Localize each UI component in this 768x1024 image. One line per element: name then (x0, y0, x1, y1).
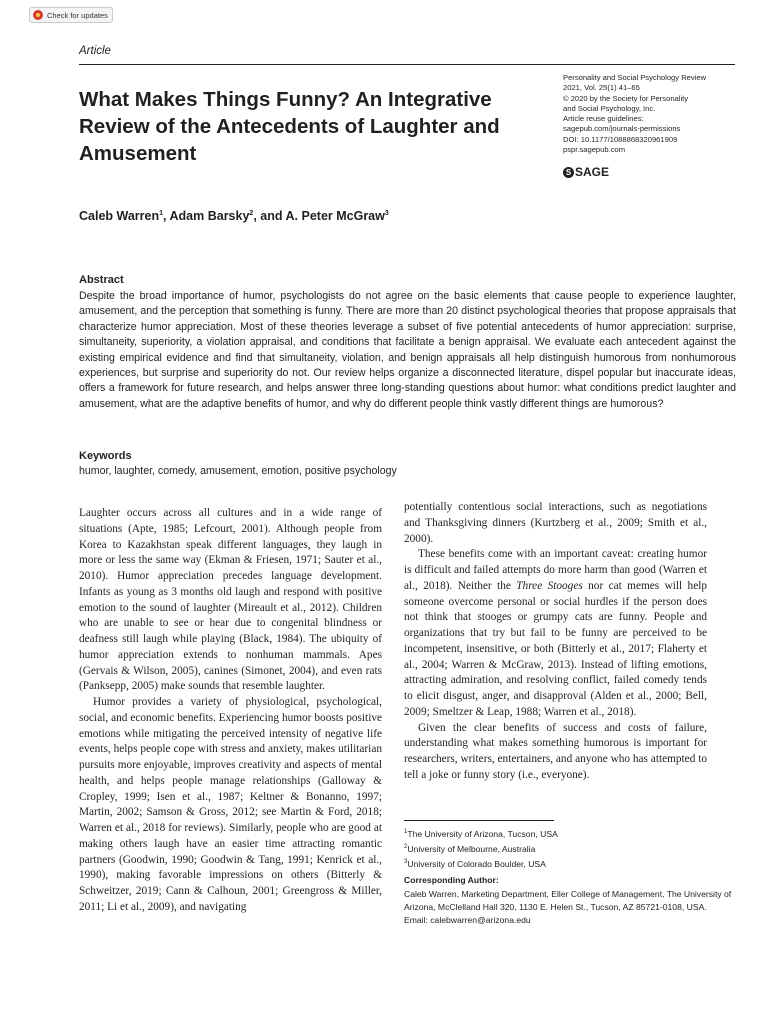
journal-volume: 2021, Vol. 25(1) 41–65 (563, 83, 640, 93)
sage-logo (563, 165, 609, 179)
paper-title: What Makes Things Funny? An Integrative Review of the Antecedents of Laughter and Amusement (79, 88, 500, 165)
body-text-segment: These benefits come with an important caveat: creating humor is difficult and failed attempts do more harm than good (Warren et al., 2018). Neither the (404, 548, 707, 592)
journal-name: Personality and Social Psychology Review (563, 73, 707, 82)
check-for-updates-label: Check for updates (47, 10, 108, 20)
sage-logo-text: SAGE (575, 165, 610, 179)
affiliation-mark: 2 (404, 844, 408, 851)
body-paragraph: Laughter occurs across all cultures and in a wide range of situations (Apte, 1985; Lefcourt, 2001). Although people from Korea to Kazakhstan speak different languages, they laugh in more or less the same way (Ekman & Friesen, 1971; Sauter et al., 2010). Humor appreciation precedes language development. Infants as young as 3 months old laugh and respond with positive emotion to the sound of laughter (Mireault et al., 2012). Children who are unable to see or hear due to congenital blindness or deafness still laugh while playing (Black, 1984). The ubiquity of humor appreciation extends to nonhuman mammals. Apes (Gervais & Wilson, 2005), canines (Simonet, 2004), and even rats (Panksepp, 2005) make sounds that resemble laughter. (79, 507, 382, 693)
author-affiliation-mark: 3 (384, 209, 389, 217)
author-separator: , and (253, 209, 286, 223)
affiliation-text: The University of Arizona, Tucson, USA (407, 828, 558, 839)
affiliation-mark: 3 (404, 859, 408, 866)
body-column-right (404, 500, 707, 784)
body-paragraph: potentially contentious social interactions, such as negotiations and Thanksgiving dinners (Kurtzberg et al., 2009; Smith et al., 2000). (404, 501, 707, 545)
author-affiliation-mark: 1 (159, 209, 164, 217)
sage-s-icon: S (563, 167, 574, 178)
abstract-heading: Abstract (79, 274, 124, 286)
crossmark-icon (33, 10, 43, 20)
footnotes (404, 826, 734, 928)
affiliation-line (404, 826, 734, 841)
keywords-text: humor, laughter, comedy, amusement, emotion, positive psychology (79, 465, 397, 477)
doi-link[interactable]: DOI: 10.1177/1088868320961909 (563, 134, 678, 144)
copyright-line: © 2020 by the Society for Personality (563, 93, 689, 103)
reuse-label: Article reuse guidelines: (563, 114, 644, 124)
journal-url-link[interactable]: pspr.sagepub.com (563, 145, 626, 155)
body-paragraph: Humor provides a variety of physiological, psychological, social, and economic benefits. Experiencing humor boosts positive emotions while mitigating the perceived intensity of negative life events, helps people cope with stress and anxiety, makes utilitarian pursuits more enjoyable, improves creativity and aspects of mental health, and helps people manage relationships (Galloway & Cropley, 1999; Isen et al., 1987; Keltner & Bonanno, 1997; Martin, 2002; Samson & Gross, 2012; see Martin & Ford, 2018; Warren et al., 2018 for reviews). Similarly, people who are good at making others laugh have an easier time attracting romantic partners (Goodwin, 1990; Goodwin & Tang, 1991; Kenrick et al., 1990), making favorable impressions on others (Bitterly & Schweitzer, 2019; Cann & Calhoun, 2001; Greengross & Miller, 2011; Li et al., 2009), and navigating (79, 696, 382, 913)
body-column-left (79, 506, 382, 916)
author-list (79, 209, 389, 223)
affiliation-line (404, 841, 734, 856)
affiliation-text: University of Colorado Boulder, USA (407, 859, 546, 870)
article-type-label: Article (79, 45, 111, 57)
corresponding-author-address: Caleb Warren, Marketing Department, Eller College of Management, The University of Arizona, McClelland Hall 320, 1130 E. Helen St., Tucson, AZ 85721-0108, USA. (404, 888, 732, 913)
body-paragraph: Given the clear benefits of success and costs of failure, understanding what makes something humorous is important for researchers, writers, entertainers, and anyone who has attempted to tell a joke or funny story (i.e., everyone). (404, 721, 707, 781)
check-for-updates-badge[interactable] (29, 7, 113, 23)
reuse-link[interactable]: sagepub.com/journals-permissions (563, 124, 681, 134)
corresponding-author-heading: Corresponding Author: (404, 875, 499, 886)
copyright-line-2: and Social Psychology, Inc. (563, 103, 656, 113)
author-separator: , (163, 209, 170, 223)
author-name: Adam Barsky (169, 209, 250, 223)
affiliation-line (404, 856, 734, 871)
journal-info (563, 73, 748, 155)
body-text-segment: nor cat memes will help someone overcome personal or social hurdles if the person does not think that stooges or grumpy cats are funny. People and organizations that try but fail to be funny are perceived to be incompetent, insensitive, or both (Bitterly et al., 2017; Flaherty et al., 2004; Warren & McGraw, 2013). Instead of lifting emotions, attracting admiration, and resolving conflict, failed comedy tends to elicit disgust, anger, and disapproval (Alden et al., 2000; Bell, 2009; Smeltzer & Leap, 1988; Warren et al., 2018). (404, 579, 707, 718)
footnote-rule (404, 820, 554, 821)
affiliation-mark: 1 (404, 829, 408, 835)
author-name: A. Peter McGraw (285, 209, 385, 223)
abstract-text: Despite the broad importance of humor, psychologists do not agree on the basic elements that cause people to experience laughter, amusement, and the perception that something is funny. There are more than 20 distinct psychological theories that propose appraisals that characterize humor appreciation. Most of these theories leverage a subset of five potential antecedents of humor appreciation: surprise, simultaneity, superiority, a violation appraisal, and conditions that facilitate a benign appraisal. We evaluate each antecedent against the existing empirical evidence and find that simultaneity, violation, and benign appraisals all help distinguish humorous from nonhumorous experiences, but surprise and superiority do not. Our review helps organize a disconnected literature, dispel popular but inaccurate ideas, offers a framework for future research, and helps answer three long-standing questions about humor: what conditions predict laughter and amusement, what are the adaptive benefits of humor, and why do different people think vastly different things are humorous? (79, 290, 736, 410)
italic-title: Three Stooges (516, 579, 583, 592)
body-paragraph (404, 547, 707, 720)
author-affiliation-mark: 2 (249, 209, 254, 217)
affiliation-text: University of Melbourne, Australia (407, 844, 536, 855)
author-name: Caleb Warren (79, 209, 160, 223)
keywords-heading: Keywords (79, 450, 132, 462)
corresponding-author-email[interactable]: Email: calebwarren@arizona.edu (404, 915, 531, 926)
header-rule (79, 64, 735, 65)
